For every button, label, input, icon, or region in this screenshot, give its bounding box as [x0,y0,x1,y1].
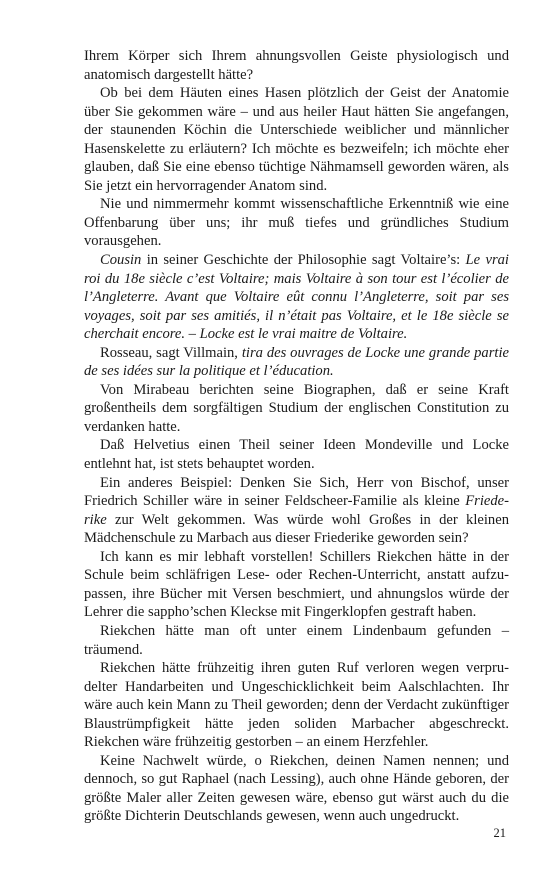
body-text [84,47,509,826]
page-number: 21 [493,826,506,840]
paragraph [84,752,509,826]
paragraph [84,381,509,437]
italic-text-run: Friederike [84,493,509,528]
text-run: Ich kann es mir lebhaft vorstellen! Schillers Riekchen hätte in der Schule beim schläfrigen Lese- oder Rechen-Unterricht, anstatt aufzupassen, ihre Bücher mit Versen beschmiert, und ahnungslos würde der Lehrer die sappho’schen Kleckse mit Fingerklopfen gestraft haben. [84,548,509,621]
paragraph [84,84,509,195]
text-run: Keine Nachwelt würde, o Riekchen, deinen Namen nennen; und dennoch, so gut Raphael (nach Lessing), auch ohne Hände geboren, der größte Maler aller Zeiten gewesen wäre, ebenso gut wärst auch du die größte Dichterin Deutschlands gewesen, wenn auch ungedruckt. [84,752,509,825]
text-run: Ihrem Körper sich Ihrem ahnungsvollen Geiste physiologisch und anatomisch dargestellt hätte? [84,48,509,83]
text-run: zur Welt gekommen. Was würde wohl Großes in der kleinen Mädchenschule zu Marbach aus dieser Friederike geworden sein? [84,511,509,547]
text-run: Riekchen hätte man oft unter einem Lindenbaum gefunden – träumend. [84,622,509,658]
text-run: Ein anderes Beispiel: Denken Sie Sich, Herr von Bischof, unser Friedrich Schiller wäre in seiner Feldscheer-Familie als kleine [84,474,509,510]
text-run: Daß Helvetius einen Theil seiner Ideen Mondeville und Locke entlehnt hat, ist stets behauptet worden. [84,437,509,473]
text-run: Nie und nimmermehr kommt wissenschaftliche Erkenntniß wie eine Offenbarung über uns; ihr muß tiefes und gründliches Studium vorausgehen. [84,196,509,250]
paragraph [84,474,509,548]
text-run: Rosseau, sagt Villmain, [100,344,242,361]
paragraph [84,436,509,473]
paragraph [84,344,509,381]
text-run: Ob bei dem Häuten eines Hasen plötzlich der Geist der Anatomie über Sie gekommen wäre – und aus heiler Haut hätten Sie angefangen, der staunenden Köchin die Unterschiede weiblicher und männlicher Hasenskelette zu erläutern? Ich möchte es bezweifeln; ich möchte eher glauben, daß Sie eine ebenso tüchtige Nähmamsell geworden wären, als Sie jetzt ein hervorragender Anatom sind. [84,85,509,194]
paragraph [84,195,509,251]
text-run: in seiner Geschichte der Philosophie sagt Voltaire’s: [141,252,466,269]
italic-text-run: Cousin [100,252,142,269]
paragraph [84,251,509,344]
paragraph [84,47,509,84]
paragraph [84,548,509,622]
paragraph [84,659,509,752]
text-run: Von Mirabeau berichten seine Biographen, daß er seine Kraft großentheils dem sorgfältigen Studium der englischen Constitution zu verdanken hatte. [84,381,509,435]
italic-text-run: tira des ouvrages de Locke une grande partie de ses idées sur la politique et l’éducation. [84,344,509,380]
paragraph [84,622,509,659]
text-run: Riekchen hätte frühzeitig ihren guten Ruf verloren wegen verprudelter Handarbeiten und Ungeschicklichkeit beim Aalschlachten. Ihr wäre auch kein Mann zu Theil geworden; denn der Verdacht zukünftiger Blaustrümpfigkeit hätte jeden soliden Marbacher abgeschreckt. Riekchen wäre frühzeitig gestorben – an einem Herzfehler. [84,660,509,751]
italic-text-run: Le vrai roi du 18e siècle c’est Voltaire; mais Voltaire à son tour est l’écolier de l’Angleterre. Avant que Voltaire eût connu l’Angleterre, soit par ses voyages, soit par ses amitiés, il n’était pas Voltaire, et le 18e siècle se cherchait encore. – Locke est le vrai maitre de Voltaire. [84,252,509,343]
